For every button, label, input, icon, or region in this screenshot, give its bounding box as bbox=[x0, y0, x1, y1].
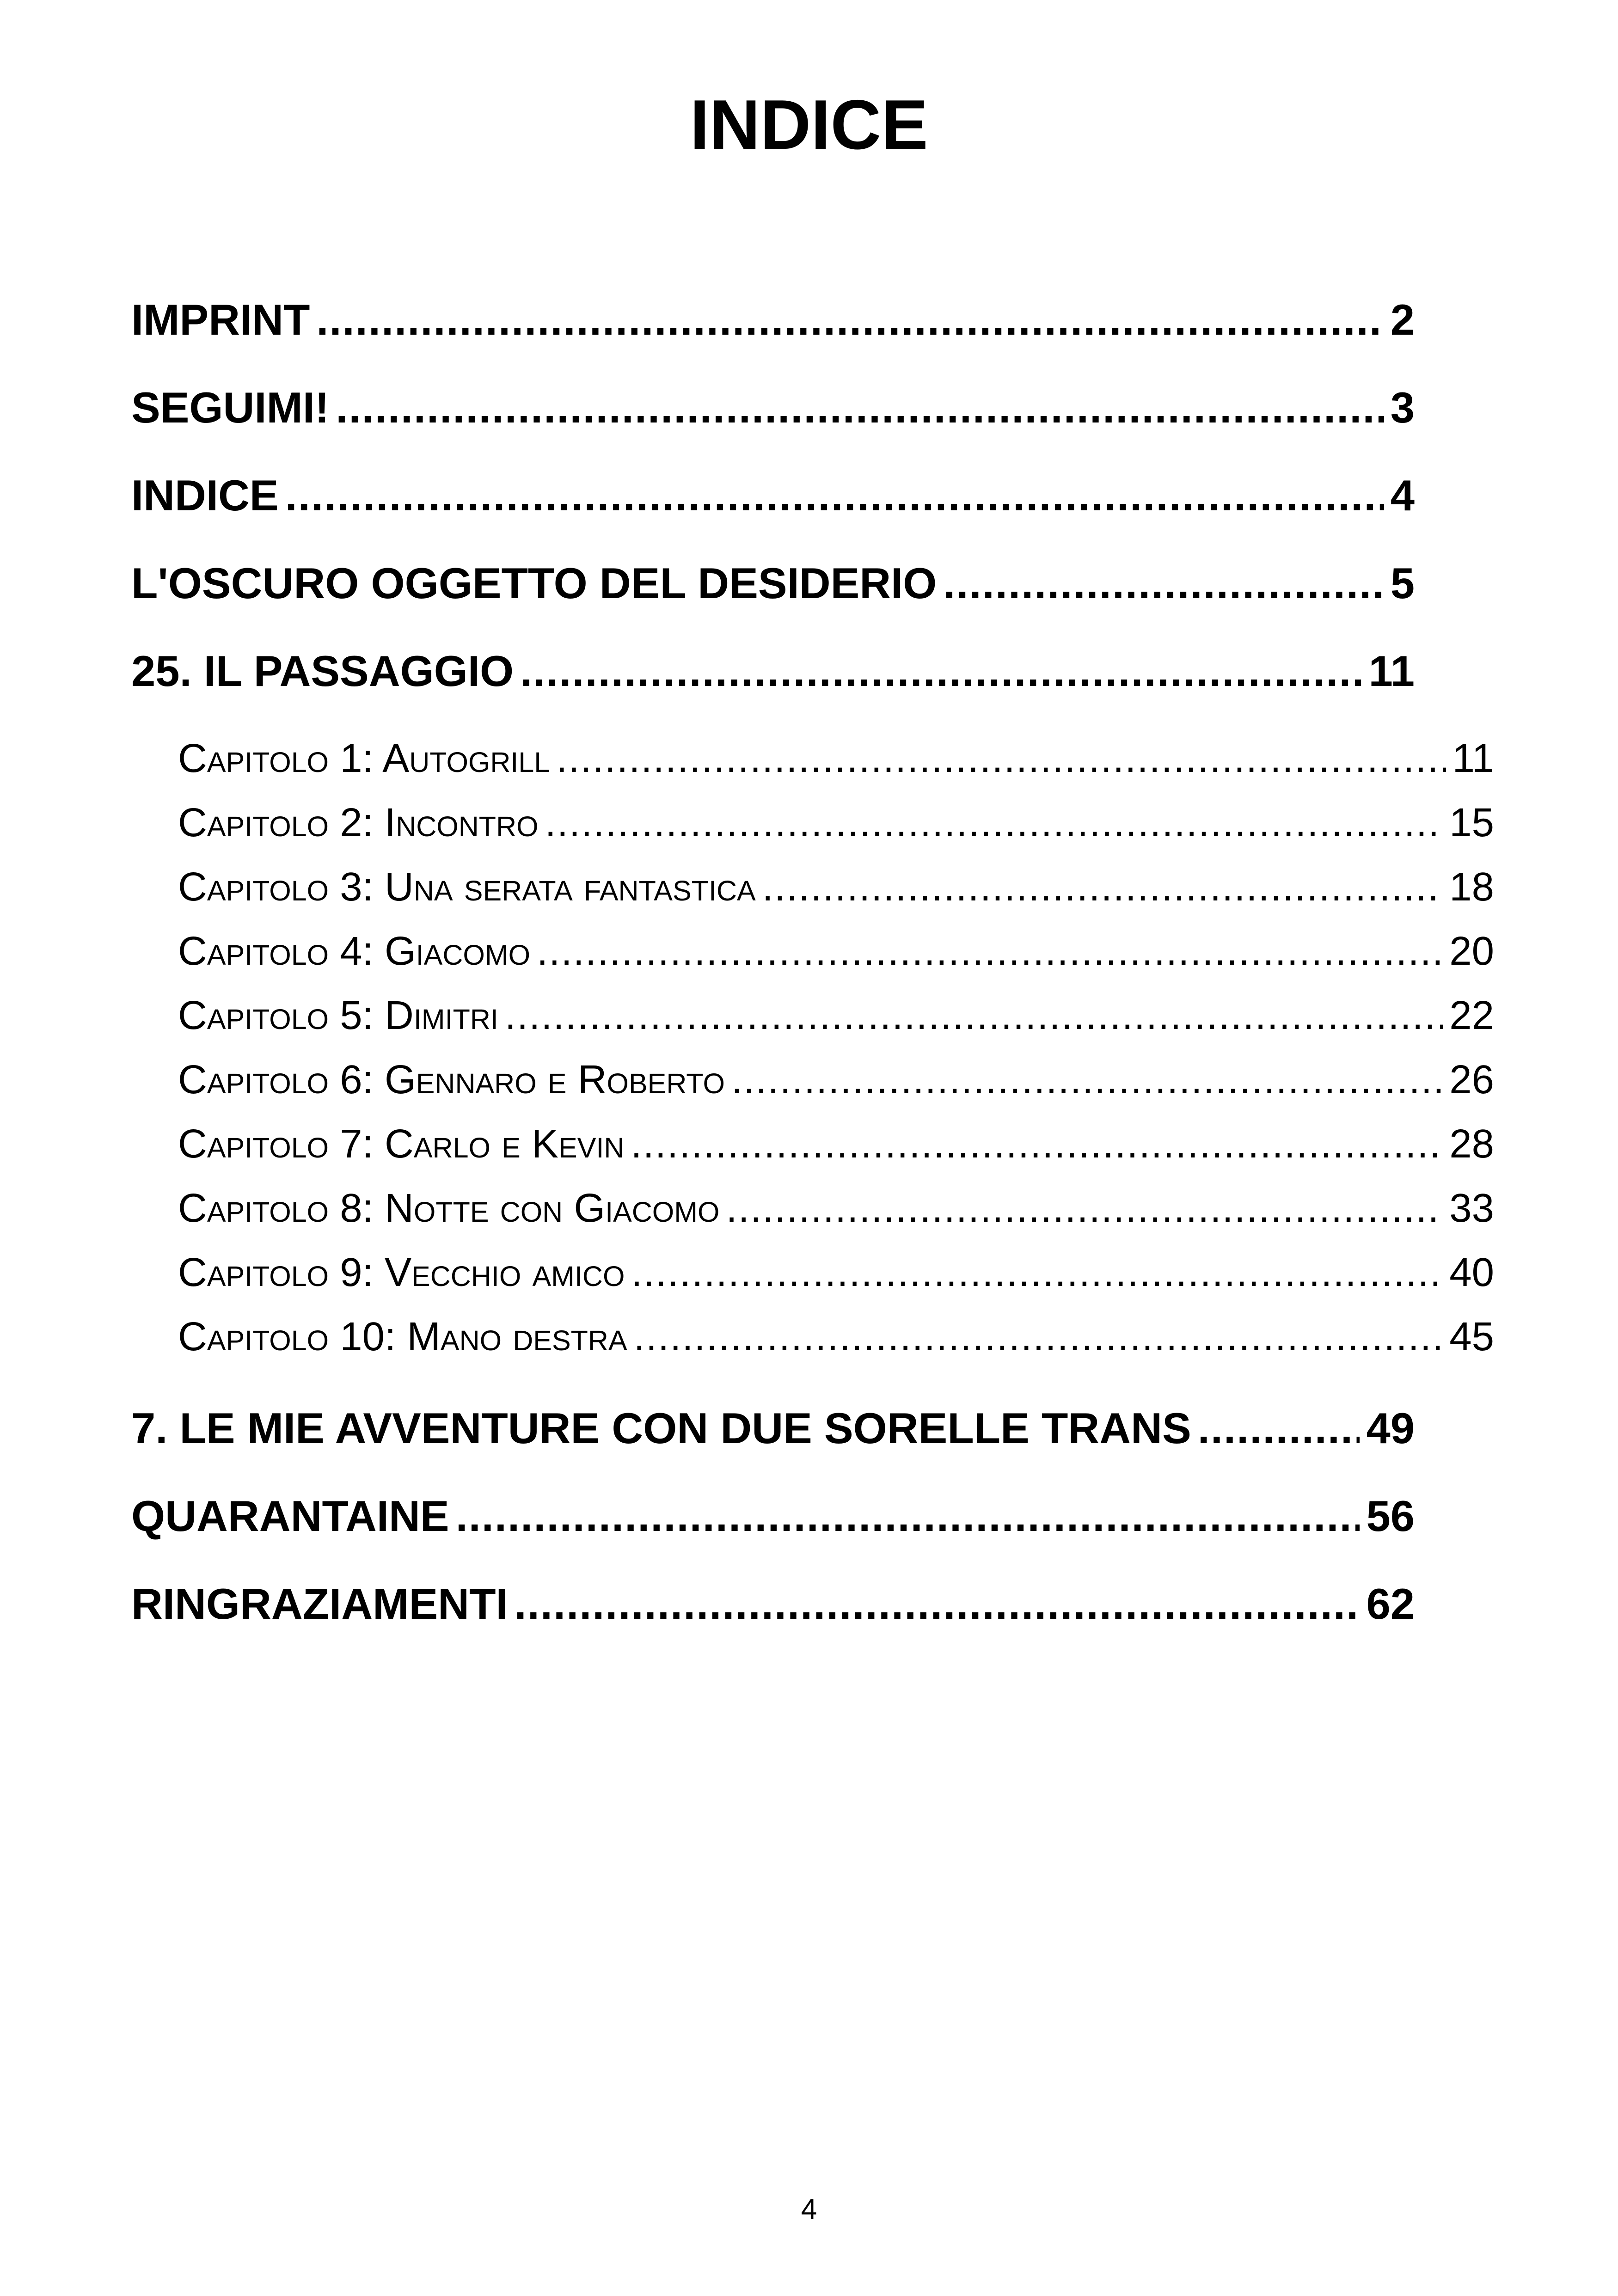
toc-entry-il-passaggio[interactable] bbox=[131, 643, 1415, 699]
toc-entry-avventure[interactable] bbox=[131, 1401, 1415, 1456]
toc-chapter-7[interactable] bbox=[178, 1119, 1494, 1169]
dot-leader bbox=[556, 733, 1446, 784]
toc-chapter-9[interactable] bbox=[178, 1247, 1494, 1298]
toc-entry-title: IMPRINT bbox=[131, 295, 310, 344]
toc-chapter-page: 22 bbox=[1449, 993, 1494, 1038]
toc-entry-page: 56 bbox=[1366, 1492, 1415, 1540]
dot-leader bbox=[731, 1054, 1443, 1105]
toc-entry-indice[interactable] bbox=[131, 468, 1415, 523]
toc-chapter-page: 28 bbox=[1449, 1121, 1494, 1166]
toc-entry-page: 49 bbox=[1366, 1404, 1415, 1452]
toc-chapter-3[interactable] bbox=[178, 862, 1494, 912]
toc-entry-quarantaine[interactable] bbox=[131, 1488, 1415, 1544]
dot-leader bbox=[537, 926, 1443, 977]
toc-entry-page: 4 bbox=[1390, 471, 1415, 520]
toc-chapter-title: Capitolo 4: Giacomo bbox=[178, 929, 531, 974]
toc-chapter-page: 33 bbox=[1449, 1186, 1494, 1231]
dot-leader bbox=[631, 1119, 1443, 1169]
dot-leader bbox=[545, 797, 1443, 848]
dot-leader bbox=[336, 380, 1384, 435]
toc-entry-title: L'OSCURO OGGETTO DEL DESIDERIO bbox=[131, 559, 937, 607]
toc-chapter-2[interactable] bbox=[178, 797, 1494, 848]
toc-chapter-page: 11 bbox=[1452, 736, 1494, 781]
toc-chapter-4[interactable] bbox=[178, 926, 1494, 977]
toc-chapter-page: 26 bbox=[1449, 1057, 1494, 1102]
toc-chapter-8[interactable] bbox=[178, 1183, 1494, 1234]
toc-chapter-title: Capitolo 8: Notte con Giacomo bbox=[178, 1186, 720, 1231]
toc-chapter-page: 20 bbox=[1449, 929, 1494, 974]
toc-entry-page: 2 bbox=[1390, 295, 1415, 344]
toc-entry-title: INDICE bbox=[131, 471, 279, 520]
toc-entry-page: 3 bbox=[1390, 383, 1415, 432]
toc-chapter-title: Capitolo 1: Autogrill bbox=[178, 736, 550, 781]
toc-chapter-page: 45 bbox=[1449, 1314, 1494, 1359]
dot-leader bbox=[762, 862, 1443, 912]
toc-chapter-5[interactable] bbox=[178, 990, 1494, 1041]
dot-leader bbox=[1198, 1401, 1360, 1456]
toc-entry-oscuro-oggetto[interactable] bbox=[131, 556, 1415, 611]
dot-leader bbox=[634, 1311, 1443, 1362]
toc-chapter-page: 40 bbox=[1449, 1250, 1494, 1295]
toc-entry-title: SEGUIMI! bbox=[131, 383, 330, 432]
toc-entry-title: 25. IL PASSAGGIO bbox=[131, 647, 514, 695]
dot-leader bbox=[456, 1488, 1360, 1544]
toc-entry-imprint[interactable] bbox=[131, 292, 1415, 348]
toc-chapter-title: Capitolo 2: Incontro bbox=[178, 800, 539, 845]
page-title: INDICE bbox=[690, 86, 928, 164]
toc-entry-seguimi[interactable] bbox=[131, 380, 1415, 435]
toc-chapter-6[interactable] bbox=[178, 1054, 1494, 1105]
toc-entry-title: 7. LE MIE AVVENTURE CON DUE SORELLE TRANS bbox=[131, 1404, 1191, 1452]
toc-entry-title: QUARANTAINE bbox=[131, 1492, 449, 1540]
toc-entry-title: RINGRAZIAMENTI bbox=[131, 1580, 508, 1628]
toc-chapter-page: 18 bbox=[1449, 864, 1494, 909]
dot-leader bbox=[520, 643, 1362, 699]
dot-leader bbox=[726, 1183, 1443, 1234]
dot-leader bbox=[631, 1247, 1443, 1298]
page-number: 4 bbox=[801, 2193, 817, 2225]
toc-chapter-10[interactable] bbox=[178, 1311, 1494, 1362]
toc-chapter-title: Capitolo 7: Carlo e Kevin bbox=[178, 1121, 625, 1166]
toc-chapter-title: Capitolo 10: Mano destra bbox=[178, 1314, 627, 1359]
toc-chapter-title: Capitolo 5: Dimitri bbox=[178, 993, 498, 1038]
dot-leader bbox=[515, 1576, 1360, 1632]
toc-chapter-title: Capitolo 6: Gennaro e Roberto bbox=[178, 1057, 725, 1102]
dot-leader bbox=[505, 990, 1443, 1041]
toc-entry-page: 62 bbox=[1366, 1580, 1415, 1628]
toc-chapter-page: 15 bbox=[1449, 800, 1494, 845]
toc-chapter-title: Capitolo 3: Una serata fantastica bbox=[178, 864, 756, 909]
toc-entry-page: 5 bbox=[1390, 559, 1415, 607]
toc-chapter-1[interactable] bbox=[178, 733, 1494, 784]
dot-leader bbox=[943, 556, 1384, 611]
toc-chapter-title: Capitolo 9: Vecchio amico bbox=[178, 1250, 625, 1295]
toc-entry-page: 11 bbox=[1368, 647, 1415, 695]
dot-leader bbox=[316, 292, 1384, 348]
dot-leader bbox=[285, 468, 1384, 523]
toc-entry-ringraziamenti[interactable] bbox=[131, 1576, 1415, 1632]
